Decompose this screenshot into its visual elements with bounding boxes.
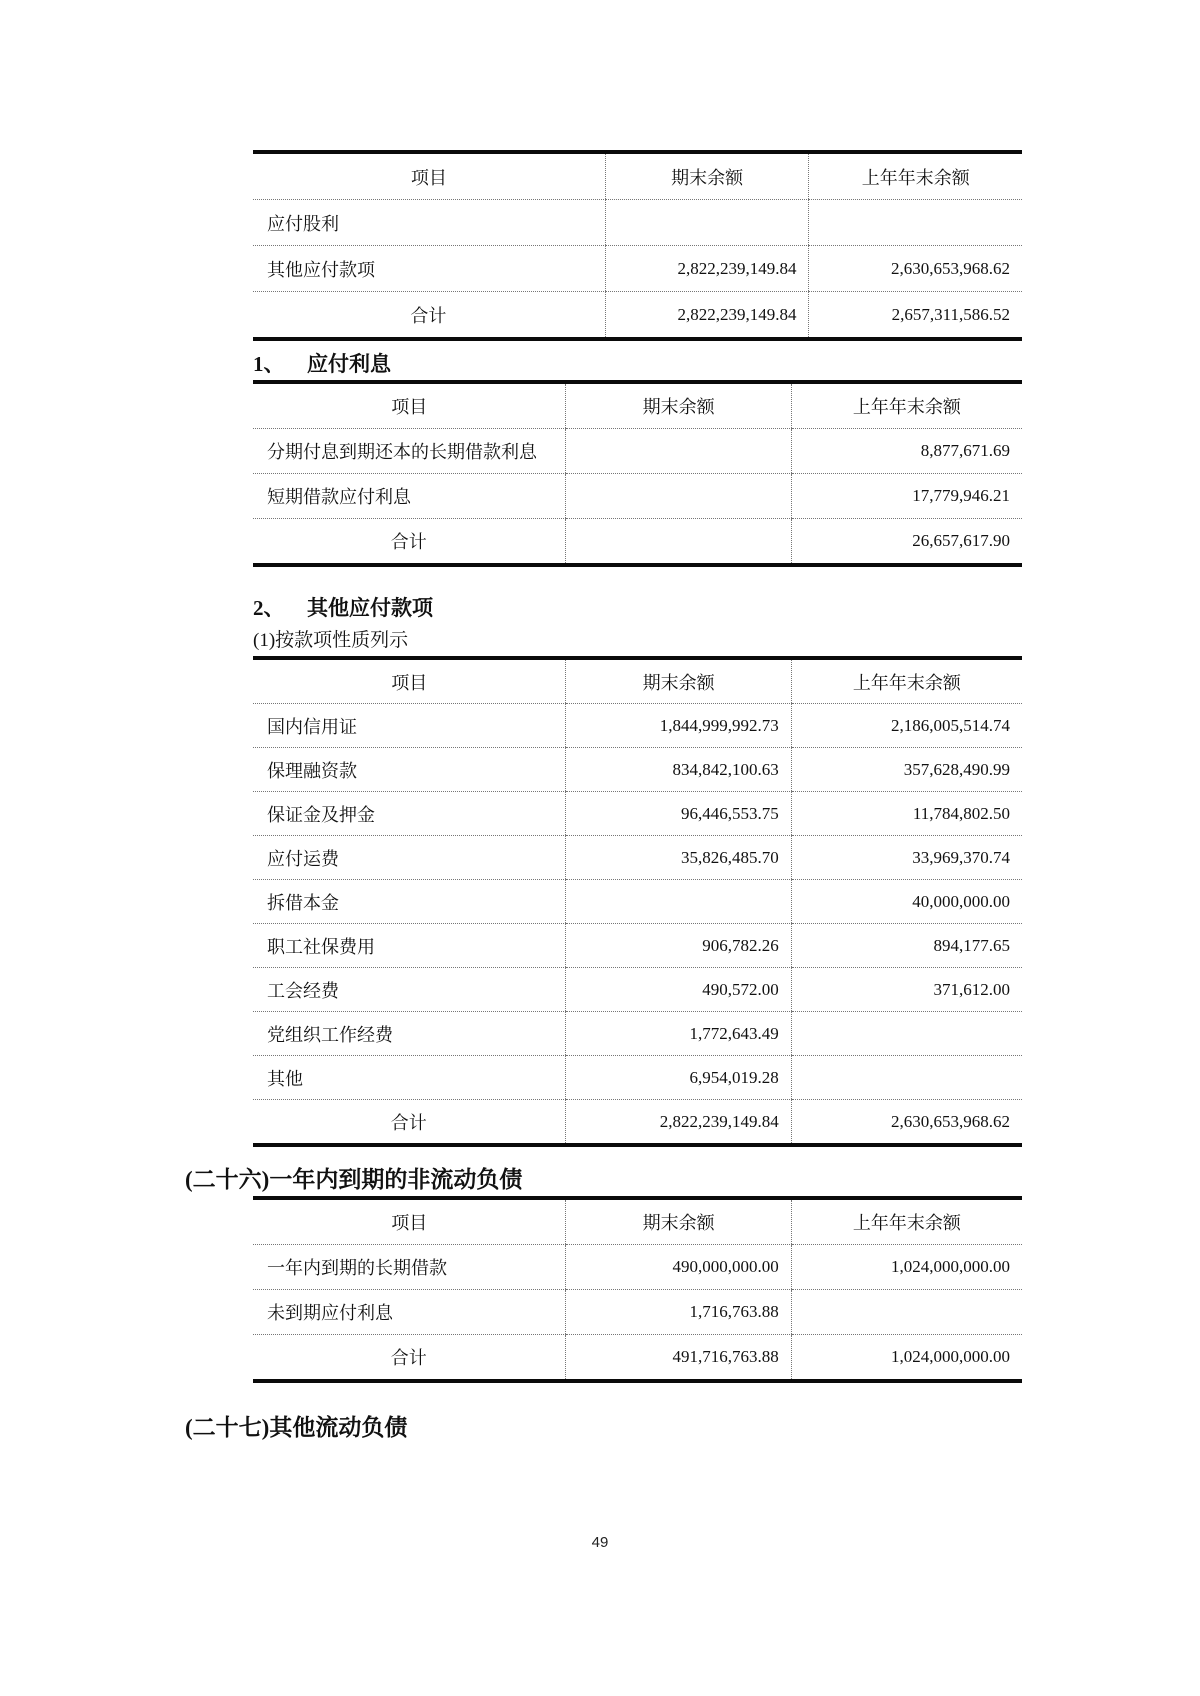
- prior-year-balance-cell: 2,630,653,968.62: [809, 246, 1022, 292]
- prior-year-balance-cell: 371,612.00: [791, 968, 1022, 1012]
- section-heading-noncurrent-due-within-one-year: [185, 1165, 522, 1195]
- column-header: 上年年末余额: [809, 152, 1022, 200]
- item-label-cell: 应付股利: [253, 200, 605, 246]
- column-header: 上年年末余额: [791, 1198, 1022, 1245]
- total-row: [253, 292, 1022, 340]
- non-current-liabilities-due-within-one-year-table: [253, 1196, 1022, 1383]
- prior-year-balance-cell: 17,779,946.21: [791, 474, 1022, 519]
- section-title: 一年内到期的非流动负债: [269, 1167, 523, 1192]
- other-payables-by-nature-table: [253, 656, 1022, 1147]
- table-row: [253, 748, 1022, 792]
- noncurrent-due-section: [253, 1196, 1022, 1383]
- table-row: [253, 836, 1022, 880]
- prior-year-balance-cell: 1,024,000,000.00: [791, 1335, 1022, 1382]
- prior-year-balance-cell: [791, 1056, 1022, 1100]
- table-header-row: [253, 152, 1022, 200]
- item-label-cell: 职工社保费用: [253, 924, 566, 968]
- closing-balance-cell: 1,844,999,992.73: [566, 704, 791, 748]
- table-row: [253, 880, 1022, 924]
- closing-balance-cell: 2,822,239,149.84: [605, 292, 809, 340]
- closing-balance-cell: 490,572.00: [566, 968, 791, 1012]
- total-row: [253, 519, 1022, 566]
- closing-balance-cell: 2,822,239,149.84: [605, 246, 809, 292]
- closing-balance-cell: [605, 200, 809, 246]
- table-row: [253, 429, 1022, 474]
- closing-balance-cell: [566, 474, 791, 519]
- closing-balance-cell: 1,716,763.88: [566, 1290, 791, 1335]
- column-header: 项目: [253, 1198, 566, 1245]
- section-title: 其他流动负债: [269, 1415, 408, 1440]
- interest-payable-table: [253, 380, 1022, 567]
- section-number: 1、: [253, 352, 285, 376]
- item-label-cell: 合计: [253, 292, 605, 340]
- item-label-cell: 拆借本金: [253, 880, 566, 924]
- item-label-cell: 应付运费: [253, 836, 566, 880]
- column-header: 期末余额: [566, 382, 791, 429]
- table-row: [253, 474, 1022, 519]
- section-title: 应付利息: [307, 352, 391, 376]
- table-row: [253, 704, 1022, 748]
- item-label-cell: 党组织工作经费: [253, 1012, 566, 1056]
- closing-balance-cell: 1,772,643.49: [566, 1012, 791, 1056]
- column-header: 期末余额: [605, 152, 809, 200]
- other-payables-section: [253, 656, 1022, 1147]
- item-label-cell: 未到期应付利息: [253, 1290, 566, 1335]
- closing-balance-cell: [566, 519, 791, 566]
- item-label-cell: 短期借款应付利息: [253, 474, 566, 519]
- prior-year-balance-cell: [809, 200, 1022, 246]
- table-header-row: [253, 382, 1022, 429]
- column-header: 期末余额: [566, 1198, 791, 1245]
- section-number: (二十六): [185, 1167, 270, 1192]
- column-header: 项目: [253, 658, 566, 704]
- column-header: 项目: [253, 152, 605, 200]
- closing-balance-cell: 35,826,485.70: [566, 836, 791, 880]
- section-heading-interest-payable: [253, 350, 391, 378]
- prior-year-balance-cell: 894,177.65: [791, 924, 1022, 968]
- closing-balance-cell: [566, 880, 791, 924]
- column-header: 项目: [253, 382, 566, 429]
- section-title: 其他应付款项: [307, 596, 433, 620]
- interest-payable-section: [253, 380, 1022, 567]
- column-header: 上年年末余额: [791, 382, 1022, 429]
- item-label-cell: 合计: [253, 519, 566, 566]
- prior-year-balance-cell: 8,877,671.69: [791, 429, 1022, 474]
- prior-year-balance-cell: 2,630,653,968.62: [791, 1100, 1022, 1146]
- table-row: [253, 1012, 1022, 1056]
- prior-year-balance-cell: 1,024,000,000.00: [791, 1245, 1022, 1290]
- table-header-row: [253, 658, 1022, 704]
- section-heading-other-payables: [253, 594, 433, 622]
- item-label-cell: 合计: [253, 1335, 566, 1382]
- subsection-heading-by-nature: (1)按款项性质列示: [253, 630, 409, 651]
- closing-balance-cell: 6,954,019.28: [566, 1056, 791, 1100]
- prior-year-balance-cell: 26,657,617.90: [791, 519, 1022, 566]
- closing-balance-cell: 2,822,239,149.84: [566, 1100, 791, 1146]
- column-header: 上年年末余额: [791, 658, 1022, 704]
- payables-continuation-table: [253, 150, 1022, 341]
- item-label-cell: 分期付息到期还本的长期借款利息: [253, 429, 566, 474]
- item-label-cell: 一年内到期的长期借款: [253, 1245, 566, 1290]
- payables-summary-section: [253, 150, 1022, 341]
- prior-year-balance-cell: 2,186,005,514.74: [791, 704, 1022, 748]
- table-row: [253, 200, 1022, 246]
- item-label-cell: 其他: [253, 1056, 566, 1100]
- item-label-cell: 工会经费: [253, 968, 566, 1012]
- table-row: [253, 1056, 1022, 1100]
- total-row: [253, 1335, 1022, 1382]
- total-row: [253, 1100, 1022, 1146]
- prior-year-balance-cell: [791, 1012, 1022, 1056]
- table-row: [253, 968, 1022, 1012]
- table-row: [253, 792, 1022, 836]
- table-row: [253, 924, 1022, 968]
- prior-year-balance-cell: 2,657,311,586.52: [809, 292, 1022, 340]
- prior-year-balance-cell: 357,628,490.99: [791, 748, 1022, 792]
- closing-balance-cell: 490,000,000.00: [566, 1245, 791, 1290]
- table-header-row: [253, 1198, 1022, 1245]
- item-label-cell: 保证金及押金: [253, 792, 566, 836]
- prior-year-balance-cell: 11,784,802.50: [791, 792, 1022, 836]
- closing-balance-cell: [566, 429, 791, 474]
- table-row: [253, 1245, 1022, 1290]
- closing-balance-cell: 491,716,763.88: [566, 1335, 791, 1382]
- prior-year-balance-cell: 33,969,370.74: [791, 836, 1022, 880]
- item-label-cell: 其他应付款项: [253, 246, 605, 292]
- table-row: [253, 1290, 1022, 1335]
- section-number: 2、: [253, 596, 285, 620]
- section-heading-other-current-liabilities: [185, 1413, 407, 1443]
- closing-balance-cell: 906,782.26: [566, 924, 791, 968]
- item-label-cell: 合计: [253, 1100, 566, 1146]
- prior-year-balance-cell: 40,000,000.00: [791, 880, 1022, 924]
- table-row: [253, 246, 1022, 292]
- prior-year-balance-cell: [791, 1290, 1022, 1335]
- item-label-cell: 保理融资款: [253, 748, 566, 792]
- closing-balance-cell: 96,446,553.75: [566, 792, 791, 836]
- section-number: (二十七): [185, 1415, 270, 1440]
- item-label-cell: 国内信用证: [253, 704, 566, 748]
- column-header: 期末余额: [566, 658, 791, 704]
- closing-balance-cell: 834,842,100.63: [566, 748, 791, 792]
- page-number: 49: [591, 1534, 609, 1551]
